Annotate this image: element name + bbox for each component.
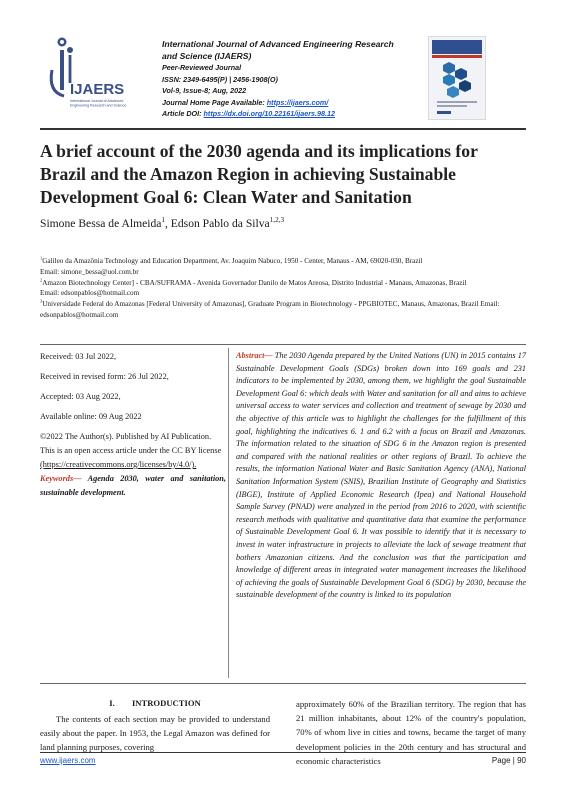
journal-logo (40, 30, 135, 120)
section-heading: I. INTRODUCTION (109, 698, 201, 708)
affiliation-line (40, 267, 526, 278)
homepage-line (162, 97, 410, 109)
affiliation-line (40, 256, 526, 267)
affiliations (40, 256, 526, 321)
article-title: A brief account of the 2030 agenda and its implications for Brazil and the Amazon Region in achieving Sustainable Development Goal 6: Clean Water and Sanitation (40, 141, 478, 207)
author-1: Simone Bessa de Almeida (40, 217, 162, 230)
abstract-label: Abstract— (236, 351, 273, 360)
authors (40, 217, 526, 230)
revised-date: Received in revised form: 26 Jul 2022, (40, 372, 169, 381)
affiliation-text: Email: simone_bessa@uol.com.br (40, 267, 139, 276)
affiliation-sup: 1 (40, 255, 43, 261)
peer-reviewed: Peer-Reviewed Journal (162, 63, 242, 72)
license-link[interactable]: (https://creativecommons.org/licenses/by/4.0/). (40, 460, 197, 469)
intro-paragraph-right: approximately 60% of the Brazilian territory. The region that has 21 million inhabitants, about 12% of the country's population, 70% of whom live in cities and towns, became the target of many development policies in the 20th century and has structural and economic characteristics (296, 699, 526, 766)
affiliation-text: Universidade Federal do Amazonas [Federal University of Amazonas], Graduate Program in Biotechnology - PPGBIOTEC, Manaus, Amazonas, Brazil Email: edsonpablos@hotmail.com (40, 300, 500, 319)
svg-text:International Journal of Advan: International Journal of Advanced (70, 99, 124, 103)
journal-header (162, 38, 410, 120)
abstract-text: The 2030 Agenda prepared by the United Nations (UN) in 2015 contains 17 Sustainable Development Goals (SDGs) broken down into 169 goals and 231 indicators to be implemented by 2030, among them, we highlight the goal Sustainable Development Goal 6: which deals with Water and sanitation for all and aims to achieve universal access to water services and collection and treatment of sewage by 2030 and the objective of this article was to highlight the challenges for the fulfillment of this goal, highlighting the indicatives 6. 1 and 6.2 with a focus on Brazil and Amazonas. The information related to the situation of SDG 6 in the Amazon region is presented and compared with the national realities or other regions of Brazil. To achieve the results, the information National Water and Basic Sanitation Agency (ANA), National Sanitation Information System (SNIS), Brazilian Institute of Geography and Statistics (IBGE), Institute of Applied Economic Research (Ipea) and National Household Sample Survey (PNAD) were analyzed in the period from 2016 to 2020, with scientific research methods with qualitative and quantitative data that examine the performance of Sustainable Development Goal 6. It was possible to identify that it is necessary to invest in water infrastructure in projects to alleviate the lack of sewage treatment that bothers Amazonian citizens. And the conclusion was that the participation and knowledge of different areas in integrated water management increases the likelihood of achieving the goals of Sustainable Development Goal 6 (SDG) by 2030, because the sustainable development of the country is linked to its population (236, 351, 526, 600)
svg-text:IJAERS: IJAERS (70, 81, 125, 98)
online-date: Available online: 09 Aug 2022 (40, 412, 142, 421)
affiliation-sup: 2 (40, 277, 43, 283)
journal-cover-image (428, 36, 486, 120)
column-separator (228, 348, 229, 678)
affiliation-line (40, 278, 526, 289)
intro-paragraph-left: The contents of each section may be provided to understand easily about the paper. In 1953, the Legal Amazon was defined for land planning purposes, covering (40, 714, 270, 753)
abstract-divider (40, 683, 526, 684)
accepted-date: Accepted: 03 Aug 2022, (40, 392, 121, 401)
affiliation-text: Amazon Biotechnology Center] - CBA/SUFRAMA - Avenida Governador Danilo de Matos Areosa, Distrito Industrial - Manaus, Amazonas, Brazil (42, 278, 467, 287)
author-1-sup: 1 (161, 216, 165, 225)
affiliation-text: Email: edsonpablos@hotmail.com (40, 289, 140, 298)
author-separator: , (165, 217, 171, 230)
footer-site-link[interactable]: www.ijaers.com (40, 756, 96, 765)
issn: ISSN: 2349-6495(P) | 2456-1908(O) (162, 74, 278, 84)
affiliation-line (40, 299, 526, 321)
keywords-text: Agenda 2030, water and sanitation, sustainable development. (40, 474, 226, 497)
svg-text:Engineering Research and Scien: Engineering Research and Science (70, 103, 127, 108)
affiliation-sup: 3 (40, 298, 43, 304)
doi-label: Article DOI: (162, 109, 204, 119)
footer-divider (40, 752, 526, 753)
license-statement: ©2022 The Author(s). Published by AI Publication. This is an open access article under the CC BY license (40, 432, 222, 455)
affiliations-divider (40, 344, 526, 345)
doi-line (162, 108, 410, 120)
received-date: Received: 03 Jul 2022, (40, 352, 117, 361)
abstract (236, 350, 526, 602)
homepage-label: Journal Home Page Available: (162, 97, 267, 107)
journal-name: International Journal of Advanced Engineering Research and Science (IJAERS) (162, 39, 394, 61)
volume: Vol-9, Issue-8; Aug, 2022 (162, 86, 247, 96)
author-2: Edson Pablo da Silva (170, 217, 270, 230)
affiliation-line (40, 288, 526, 299)
homepage-link[interactable]: https://ijaers.com/ (266, 97, 329, 107)
article-info (40, 350, 226, 500)
affiliation-text: Galileo da Amazônia Technology and Education Department, Av. Joaquim Nabuco, 1950 - Center, Manaus - AM, 69020-030, Brazil (42, 257, 423, 265)
doi-link[interactable]: https://dx.doi.org/10.22161/ijaers.98.12 (203, 109, 335, 119)
keywords-label: Keywords— (40, 474, 82, 483)
page-number: Page | 90 (491, 756, 526, 765)
keywords (40, 472, 226, 500)
license-text (40, 430, 226, 472)
author-2-sup: 1,2,3 (269, 216, 285, 225)
header-divider (40, 128, 526, 130)
